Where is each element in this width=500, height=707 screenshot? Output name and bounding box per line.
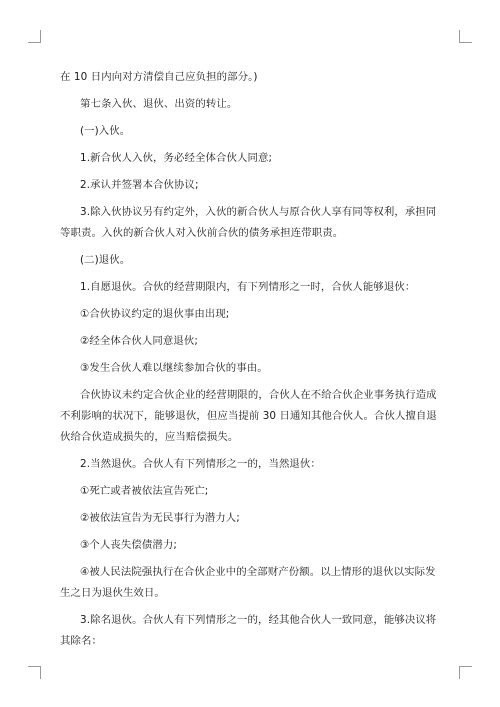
paragraph: 2.当然退伙。合伙人有下列情形之一的，当然退伙： (80, 458, 321, 470)
article-heading: 第七条入伙、退伙、出资的转让。 (80, 98, 238, 110)
crop-mark-top-right (459, 30, 472, 43)
list-item: ④被人民法院强执行在合伙企业中的全部财产份额。以上情形的退伙以实际发生之日为退伙生效日。 (60, 566, 436, 599)
list-item: ③发生合伙人难以继续参加合伙的事由。 (80, 362, 268, 374)
list-item: ③个人丧失偿债潜力; (80, 539, 177, 551)
crop-mark-bottom-left (28, 666, 41, 679)
list-item: ②经全体合伙人同意退伙; (80, 335, 198, 347)
crop-mark-top-left (28, 30, 41, 43)
list-item: ①合伙协议约定的退伙事由出现; (80, 308, 230, 320)
paragraph: 3.除入伙协议另有约定外，入伙的新合伙人与原合伙人享有同等权利，承担同等职责。入伙的新合伙人对入伙前合伙的债务承担连带职责。 (60, 206, 437, 239)
section-heading-withdraw: (二)退伙。 (80, 254, 131, 266)
paragraph-continuation: 在 10 日内向对方清偿自己应负担的部分。) (60, 71, 258, 83)
paragraph: 1.新合伙人入伙，务必经全体合伙人同意; (80, 152, 273, 164)
paragraph: 1.自愿退伙。合伙的经营期限内，有下列情形之一时，合伙人能够退伙： (80, 281, 416, 293)
document-body (60, 67, 442, 652)
section-heading-join: (一)入伙。 (80, 125, 131, 137)
paragraph: 3.除名退伙。合伙人有下列情形之一的，经其他合伙人一致同意，能够决议将其除名： (60, 614, 437, 647)
crop-mark-bottom-right (459, 666, 472, 679)
list-item: ②被依法宣告为无民事行为潜力人; (80, 512, 240, 524)
paragraph: 2.承认并签署本合伙协议; (80, 179, 199, 191)
paragraph: 合伙协议未约定合伙企业的经营期限的，合伙人在不给合伙企业事务执行造成不利影响的状况下，能够退伙，但应当提前 30 日通知其他合伙人。合伙人擅自退伙给合伙造成损失的，应当赔偿损失。 (60, 389, 437, 443)
list-item: ①死亡或者被依法宣告死亡; (80, 485, 209, 497)
